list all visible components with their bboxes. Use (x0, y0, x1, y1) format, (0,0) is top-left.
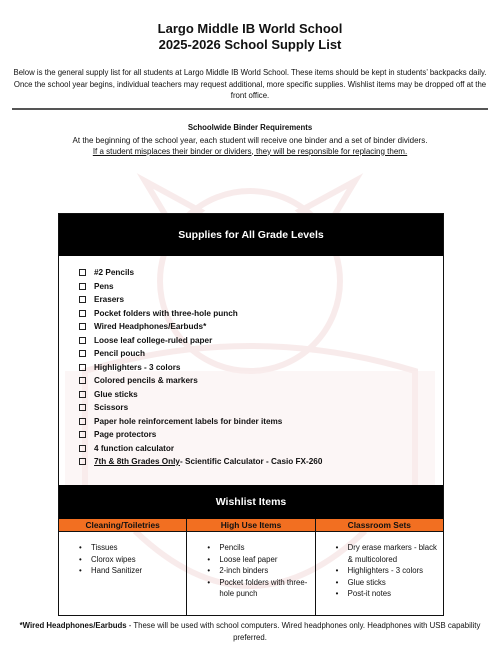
footnote-text: - These will be used with school computers. Wired headphones only. Headphones with USB capability preferred. (126, 621, 481, 642)
checkbox-icon (79, 350, 86, 357)
wishlist-columns (59, 519, 443, 616)
column-header: Classroom Sets (316, 519, 443, 532)
checkbox-icon (79, 323, 86, 330)
column-header: High Use Items (187, 519, 314, 532)
wishlist-column-classroom (316, 519, 443, 616)
list-item: • Glue sticks (336, 577, 437, 589)
column-header: Cleaning/Toiletries (59, 519, 186, 532)
checkbox-icon (79, 283, 86, 290)
wishlist-heading: Wishlist Items (59, 485, 443, 519)
list-item: 4 function calculator (79, 442, 443, 456)
list-item: • Pencils (207, 542, 308, 554)
supplies-heading: Supplies for All Grade Levels (59, 214, 443, 256)
checkbox-icon (79, 418, 86, 425)
list-item: Glue sticks (79, 388, 443, 402)
list-item: Loose leaf college-ruled paper (79, 334, 443, 348)
list-item: #2 Pencils (79, 266, 443, 280)
binder-requirements-heading: Schoolwide Binder Requirements (187, 122, 313, 132)
grade-restriction: 7th & 8th Grades Only (94, 457, 180, 466)
list-item: • 2-inch binders (207, 565, 308, 577)
intro-paragraph: Below is the general supply list for all students at Largo Middle IB World School. These items should be kept in students’ backpacks daily. Once the school year begins, individual teachers may request additional, more specific supplies. Wishlist items may be dropped off at the front office. (13, 68, 487, 100)
checkbox-icon (79, 337, 86, 344)
list-item: Page protectors (79, 428, 443, 442)
document-subtitle: 2025-2026 School Supply List (158, 37, 342, 52)
wishlist-column-high-use (187, 519, 315, 616)
list-item: Pens (79, 280, 443, 294)
binder-requirements-text: At the beginning of the school year, each student will receive one binder and a set of binder dividers. (72, 135, 428, 145)
divider (12, 108, 488, 110)
list-item: • Loose leaf paper (207, 554, 308, 566)
checkbox-icon (79, 445, 86, 452)
list-item: Paper hole reinforcement labels for binder items (79, 415, 443, 429)
document-title: Largo Middle IB World School (157, 21, 343, 36)
checkbox-icon (79, 377, 86, 384)
supply-list-box (58, 213, 444, 616)
list-item: 7th & 8th Grades Only - Scientific Calculator - Casio FX-260 (79, 455, 443, 469)
list-item: Highlighters - 3 colors (79, 361, 443, 375)
checkbox-icon (79, 269, 86, 276)
list-item: Pocket folders with three-hole punch (79, 307, 443, 321)
binder-requirements-note: If a student misplaces their binder or dividers, they will be responsible for replacing them. (92, 146, 408, 156)
list-item: • Pocket folders with three-hole punch (207, 577, 308, 600)
checkbox-icon (79, 431, 86, 438)
checkbox-icon (79, 364, 86, 371)
footnote-label: *Wired Headphones/Earbuds (19, 621, 127, 630)
list-item: Pencil pouch (79, 347, 443, 361)
list-item: Colored pencils & markers (79, 374, 443, 388)
checkbox-icon (79, 310, 86, 317)
checkbox-icon (79, 404, 86, 411)
supply-checklist (59, 256, 443, 485)
wishlist-column-cleaning (59, 519, 187, 616)
list-item: • Post-it notes (336, 588, 437, 600)
list-item: Scissors (79, 401, 443, 415)
page (0, 21, 500, 157)
list-item: • Tissues (79, 542, 180, 554)
list-item: Wired Headphones/Earbuds* (79, 320, 443, 334)
checkbox-icon (79, 458, 86, 465)
list-item: • Hand Sanitizer (79, 565, 180, 577)
checkbox-icon (79, 296, 86, 303)
list-item: • Clorox wipes (79, 554, 180, 566)
checkbox-icon (79, 391, 86, 398)
list-item: • Highlighters - 3 colors (336, 565, 437, 577)
list-item: Erasers (79, 293, 443, 307)
headphones-footnote (12, 620, 488, 644)
list-item: • Dry erase markers - black & multicolored (336, 542, 437, 565)
